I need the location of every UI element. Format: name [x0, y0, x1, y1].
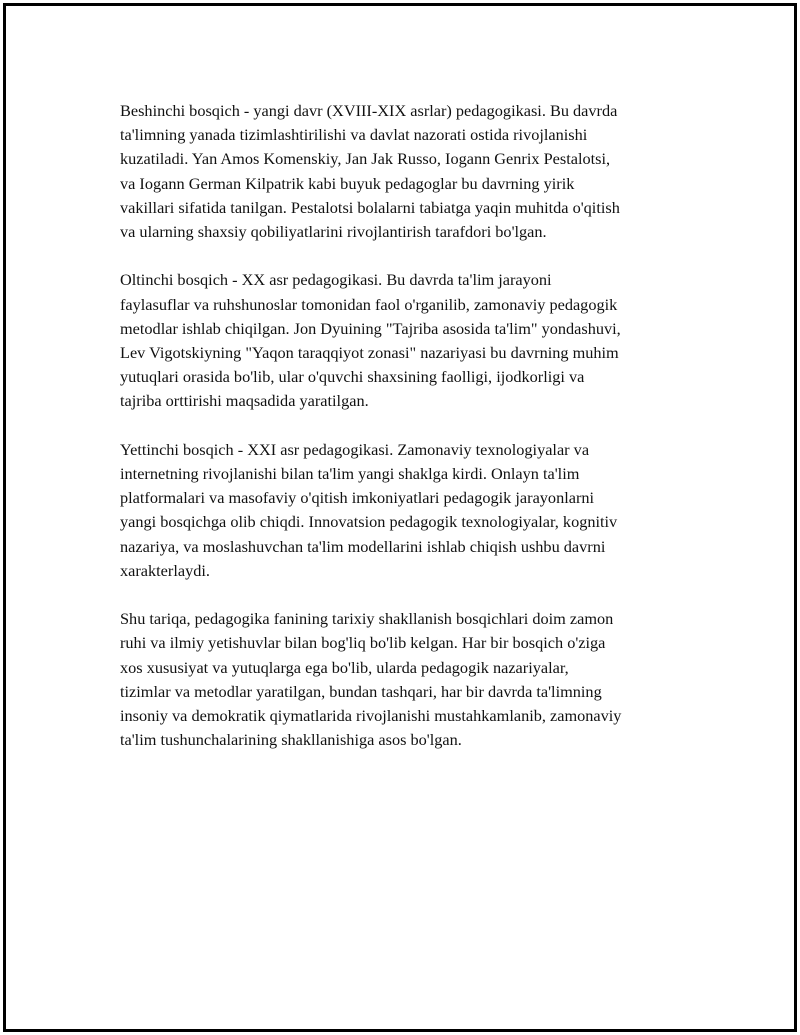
- paragraph-conclusion: Shu tariqa, pedagogika fanining tarixiy shakllanish bosqichlari doim zamon ruhi va ilmiy yetishuvlar bilan bog'liq bo'lib kelgan. Har bir bosqich o'ziga xos xususiyat va yutuqlarga ega bo'lib, ularda pedagogik nazariyalar, tizimlar va metodlar yaratilgan, bundan tashqari, har bir davrda ta'limning insoniy va demokratik qiymatlarida rivojlanishi mustahkamlanib, zamonaviy ta'lim tushunchalarining shakllanishiga asos bo'lgan.: [120, 609, 622, 750]
- paragraph-fifth-stage: Beshinchi bosqich - yangi davr (XVIII-XIX asrlar) pedagogikasi. Bu davrda ta'limning yanada tizimlashtirilishi va davlat nazorati ostida rivojlanishi kuzatiladi. Yan Amos Komenskiy, Jan Jak Russo, Iogann Genrix Pestalotsi, va Iogann German Kilpatrik kabi buyuk pedagoglar bu davrning yirik vakillari sifatida tanilgan. Pestalotsi bolalarni tabiatga yaqin muhitda o'qitish va ularning shaxsiy qobiliyatlarini rivojlantirish tarafdori bo'lgan.: [120, 101, 620, 242]
- paragraph-seventh-stage: Yettinchi bosqich - XXI asr pedagogikasi. Zamonaviy texnologiyalar va internetning rivojlanishi bilan ta'lim yangi shaklga kirdi. Onlayn ta'lim platformalari va masofaviy o'qitish imkoniyatlari pedagogik jarayonlarni yangi bosqichga olib chiqdi. Innovatsion pedagogik texnologiyalar, kognitiv nazariya, va moslashuvchan ta'lim modellarini ishlab chiqish ushbu davrni xarakterlaydi.: [120, 439, 618, 580]
- page-frame: [3, 3, 797, 1032]
- document-body: [120, 99, 710, 777]
- paragraph-sixth-stage: Oltinchi bosqich - XX asr pedagogikasi. Bu davrda ta'lim jarayoni faylasuflar va ruhshunoslar tomonidan faol o'rganilib, zamonaviy pedagogik metodlar ishlab chiqilgan. Jon Dyuining "Tajriba asosida ta'lim" yondashuvi, Lev Vigotskiyning "Yaqon taraqqiyot zonasi" nazariyasi bu davrning muhim yutuqlari orasida bo'lib, ular o'quvchi shaxsining faolligi, ijodkorligi va tajriba orttirishi maqsadida yaratilgan.: [120, 270, 621, 411]
